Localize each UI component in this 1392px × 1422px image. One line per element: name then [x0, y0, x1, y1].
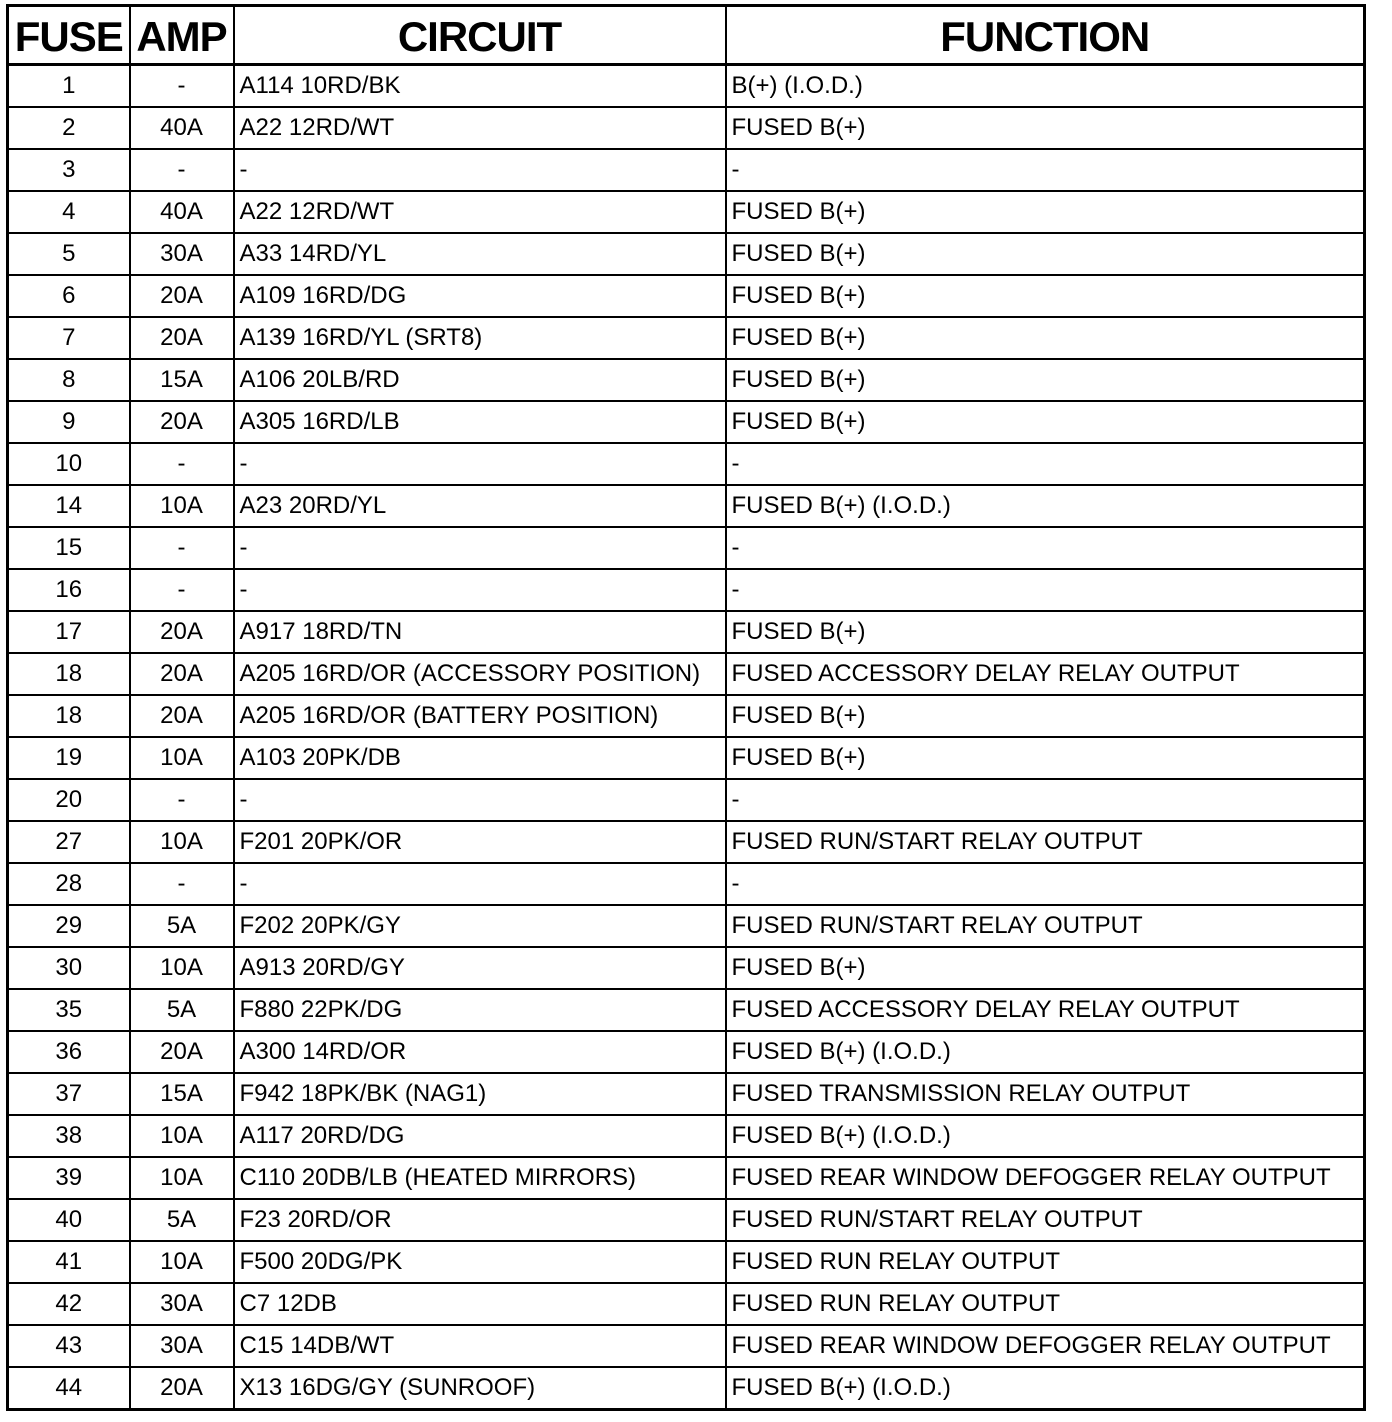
amp-rating-cell: 20A [130, 275, 234, 317]
fuse-number-cell: 29 [8, 905, 130, 947]
fuse-number-cell: 3 [8, 149, 130, 191]
function-cell: FUSED B(+) (I.O.D.) [726, 485, 1365, 527]
function-cell: FUSED RUN/START RELAY OUTPUT [726, 1199, 1365, 1241]
function-cell: FUSED RUN RELAY OUTPUT [726, 1241, 1365, 1283]
fuse-number-cell: 6 [8, 275, 130, 317]
fuse-table [6, 4, 1366, 1411]
circuit-cell: C7 12DB [234, 1283, 726, 1325]
amp-rating-cell: 30A [130, 1325, 234, 1367]
amp-rating-cell: 20A [130, 317, 234, 359]
circuit-cell: F942 18PK/BK (NAG1) [234, 1073, 726, 1115]
function-cell: FUSED TRANSMISSION RELAY OUTPUT [726, 1073, 1365, 1115]
amp-rating-cell: 15A [130, 359, 234, 401]
amp-rating-cell: 30A [130, 1283, 234, 1325]
fuse-number-cell: 1 [8, 65, 130, 108]
table-row [8, 653, 1365, 695]
table-row [8, 527, 1365, 569]
amp-rating-cell: 10A [130, 821, 234, 863]
table-row [8, 149, 1365, 191]
circuit-cell: A139 16RD/YL (SRT8) [234, 317, 726, 359]
function-cell: FUSED REAR WINDOW DEFOGGER RELAY OUTPUT [726, 1157, 1365, 1199]
circuit-cell: A913 20RD/GY [234, 947, 726, 989]
table-row [8, 1241, 1365, 1283]
circuit-cell: F202 20PK/GY [234, 905, 726, 947]
function-cell: FUSED ACCESSORY DELAY RELAY OUTPUT [726, 653, 1365, 695]
function-cell: FUSED REAR WINDOW DEFOGGER RELAY OUTPUT [726, 1325, 1365, 1367]
table-header [8, 6, 1365, 65]
fuse-number-cell: 43 [8, 1325, 130, 1367]
function-cell: FUSED ACCESSORY DELAY RELAY OUTPUT [726, 989, 1365, 1031]
table-row [8, 863, 1365, 905]
fuse-number-cell: 41 [8, 1241, 130, 1283]
fuse-number-cell: 20 [8, 779, 130, 821]
table-row [8, 1283, 1365, 1325]
circuit-cell: A22 12RD/WT [234, 107, 726, 149]
function-cell: FUSED B(+) (I.O.D.) [726, 1367, 1365, 1410]
amp-rating-cell: 20A [130, 695, 234, 737]
amp-rating-cell: 15A [130, 1073, 234, 1115]
function-cell: FUSED B(+) [726, 611, 1365, 653]
header-function: FUNCTION [726, 6, 1365, 65]
fuse-number-cell: 35 [8, 989, 130, 1031]
table-row [8, 485, 1365, 527]
function-cell: FUSED B(+) [726, 947, 1365, 989]
circuit-cell: - [234, 443, 726, 485]
amp-rating-cell: - [130, 65, 234, 108]
circuit-cell: - [234, 779, 726, 821]
amp-rating-cell: - [130, 779, 234, 821]
table-row [8, 1157, 1365, 1199]
table-row [8, 1367, 1365, 1410]
table-row [8, 947, 1365, 989]
table-row [8, 821, 1365, 863]
function-cell: FUSED RUN/START RELAY OUTPUT [726, 905, 1365, 947]
function-cell: - [726, 569, 1365, 611]
circuit-cell: F500 20DG/PK [234, 1241, 726, 1283]
fuse-number-cell: 36 [8, 1031, 130, 1073]
fuse-number-cell: 30 [8, 947, 130, 989]
amp-rating-cell: 40A [130, 191, 234, 233]
amp-rating-cell: 10A [130, 1157, 234, 1199]
circuit-cell: X13 16DG/GY (SUNROOF) [234, 1367, 726, 1410]
amp-rating-cell: 40A [130, 107, 234, 149]
header-circuit: CIRCUIT [234, 6, 726, 65]
function-cell: FUSED B(+) [726, 107, 1365, 149]
function-cell: FUSED B(+) [726, 275, 1365, 317]
fuse-number-cell: 17 [8, 611, 130, 653]
function-cell: - [726, 443, 1365, 485]
amp-rating-cell: 20A [130, 401, 234, 443]
circuit-cell: A33 14RD/YL [234, 233, 726, 275]
circuit-cell: A205 16RD/OR (ACCESSORY POSITION) [234, 653, 726, 695]
amp-rating-cell: 10A [130, 1115, 234, 1157]
amp-rating-cell: 5A [130, 1199, 234, 1241]
circuit-cell: A22 12RD/WT [234, 191, 726, 233]
circuit-cell: A117 20RD/DG [234, 1115, 726, 1157]
fuse-number-cell: 5 [8, 233, 130, 275]
table-row [8, 359, 1365, 401]
header-row [8, 6, 1365, 65]
fuse-number-cell: 2 [8, 107, 130, 149]
circuit-cell: A917 18RD/TN [234, 611, 726, 653]
amp-rating-cell: - [130, 443, 234, 485]
amp-rating-cell: - [130, 863, 234, 905]
table-row [8, 989, 1365, 1031]
table-row [8, 905, 1365, 947]
table-row [8, 65, 1365, 108]
fuse-number-cell: 44 [8, 1367, 130, 1410]
circuit-cell: F23 20RD/OR [234, 1199, 726, 1241]
table-row [8, 317, 1365, 359]
table-row [8, 443, 1365, 485]
table-row [8, 191, 1365, 233]
fuse-number-cell: 14 [8, 485, 130, 527]
circuit-cell: A109 16RD/DG [234, 275, 726, 317]
function-cell: - [726, 863, 1365, 905]
fuse-number-cell: 7 [8, 317, 130, 359]
circuit-cell: - [234, 149, 726, 191]
amp-rating-cell: - [130, 527, 234, 569]
function-cell: - [726, 527, 1365, 569]
table-row [8, 1031, 1365, 1073]
function-cell: B(+) (I.O.D.) [726, 65, 1365, 108]
amp-rating-cell: 20A [130, 611, 234, 653]
function-cell: FUSED RUN RELAY OUTPUT [726, 1283, 1365, 1325]
table-row [8, 1199, 1365, 1241]
amp-rating-cell: - [130, 149, 234, 191]
circuit-cell: A23 20RD/YL [234, 485, 726, 527]
table-row [8, 1073, 1365, 1115]
circuit-cell: C110 20DB/LB (HEATED MIRRORS) [234, 1157, 726, 1199]
circuit-cell: F880 22PK/DG [234, 989, 726, 1031]
function-cell: FUSED B(+) [726, 401, 1365, 443]
table-body [8, 65, 1365, 1410]
function-cell: FUSED B(+) (I.O.D.) [726, 1115, 1365, 1157]
amp-rating-cell: 30A [130, 233, 234, 275]
header-fuse: FUSE [8, 6, 130, 65]
amp-rating-cell: - [130, 569, 234, 611]
fuse-number-cell: 18 [8, 653, 130, 695]
amp-rating-cell: 5A [130, 989, 234, 1031]
circuit-cell: A103 20PK/DB [234, 737, 726, 779]
table-row [8, 779, 1365, 821]
function-cell: FUSED B(+) [726, 191, 1365, 233]
amp-rating-cell: 10A [130, 947, 234, 989]
function-cell: FUSED B(+) [726, 359, 1365, 401]
circuit-cell: A205 16RD/OR (BATTERY POSITION) [234, 695, 726, 737]
circuit-cell: - [234, 569, 726, 611]
function-cell: FUSED B(+) [726, 737, 1365, 779]
table-row [8, 569, 1365, 611]
fuse-number-cell: 8 [8, 359, 130, 401]
fuse-number-cell: 28 [8, 863, 130, 905]
fuse-number-cell: 19 [8, 737, 130, 779]
circuit-cell: F201 20PK/OR [234, 821, 726, 863]
function-cell: - [726, 779, 1365, 821]
header-amp: AMP [130, 6, 234, 65]
circuit-cell: - [234, 527, 726, 569]
fuse-number-cell: 27 [8, 821, 130, 863]
fuse-number-cell: 38 [8, 1115, 130, 1157]
function-cell: FUSED B(+) (I.O.D.) [726, 1031, 1365, 1073]
function-cell: FUSED B(+) [726, 695, 1365, 737]
table-row [8, 695, 1365, 737]
amp-rating-cell: 20A [130, 1031, 234, 1073]
amp-rating-cell: 10A [130, 737, 234, 779]
fuse-number-cell: 4 [8, 191, 130, 233]
function-cell: FUSED RUN/START RELAY OUTPUT [726, 821, 1365, 863]
fuse-number-cell: 15 [8, 527, 130, 569]
amp-rating-cell: 20A [130, 653, 234, 695]
circuit-cell: C15 14DB/WT [234, 1325, 726, 1367]
fuse-number-cell: 9 [8, 401, 130, 443]
fuse-number-cell: 18 [8, 695, 130, 737]
circuit-cell: A106 20LB/RD [234, 359, 726, 401]
amp-rating-cell: 10A [130, 1241, 234, 1283]
amp-rating-cell: 10A [130, 485, 234, 527]
circuit-cell: A114 10RD/BK [234, 65, 726, 108]
table-row [8, 107, 1365, 149]
fuse-number-cell: 42 [8, 1283, 130, 1325]
function-cell: FUSED B(+) [726, 233, 1365, 275]
circuit-cell: - [234, 863, 726, 905]
table-row [8, 1115, 1365, 1157]
table-row [8, 275, 1365, 317]
table-row [8, 401, 1365, 443]
table-row [8, 233, 1365, 275]
circuit-cell: A305 16RD/LB [234, 401, 726, 443]
table-row [8, 737, 1365, 779]
fuse-number-cell: 40 [8, 1199, 130, 1241]
fuse-number-cell: 10 [8, 443, 130, 485]
circuit-cell: A300 14RD/OR [234, 1031, 726, 1073]
table-row [8, 611, 1365, 653]
function-cell: FUSED B(+) [726, 317, 1365, 359]
amp-rating-cell: 20A [130, 1367, 234, 1410]
fuse-number-cell: 16 [8, 569, 130, 611]
amp-rating-cell: 5A [130, 905, 234, 947]
table-row [8, 1325, 1365, 1367]
function-cell: - [726, 149, 1365, 191]
fuse-number-cell: 39 [8, 1157, 130, 1199]
fuse-number-cell: 37 [8, 1073, 130, 1115]
